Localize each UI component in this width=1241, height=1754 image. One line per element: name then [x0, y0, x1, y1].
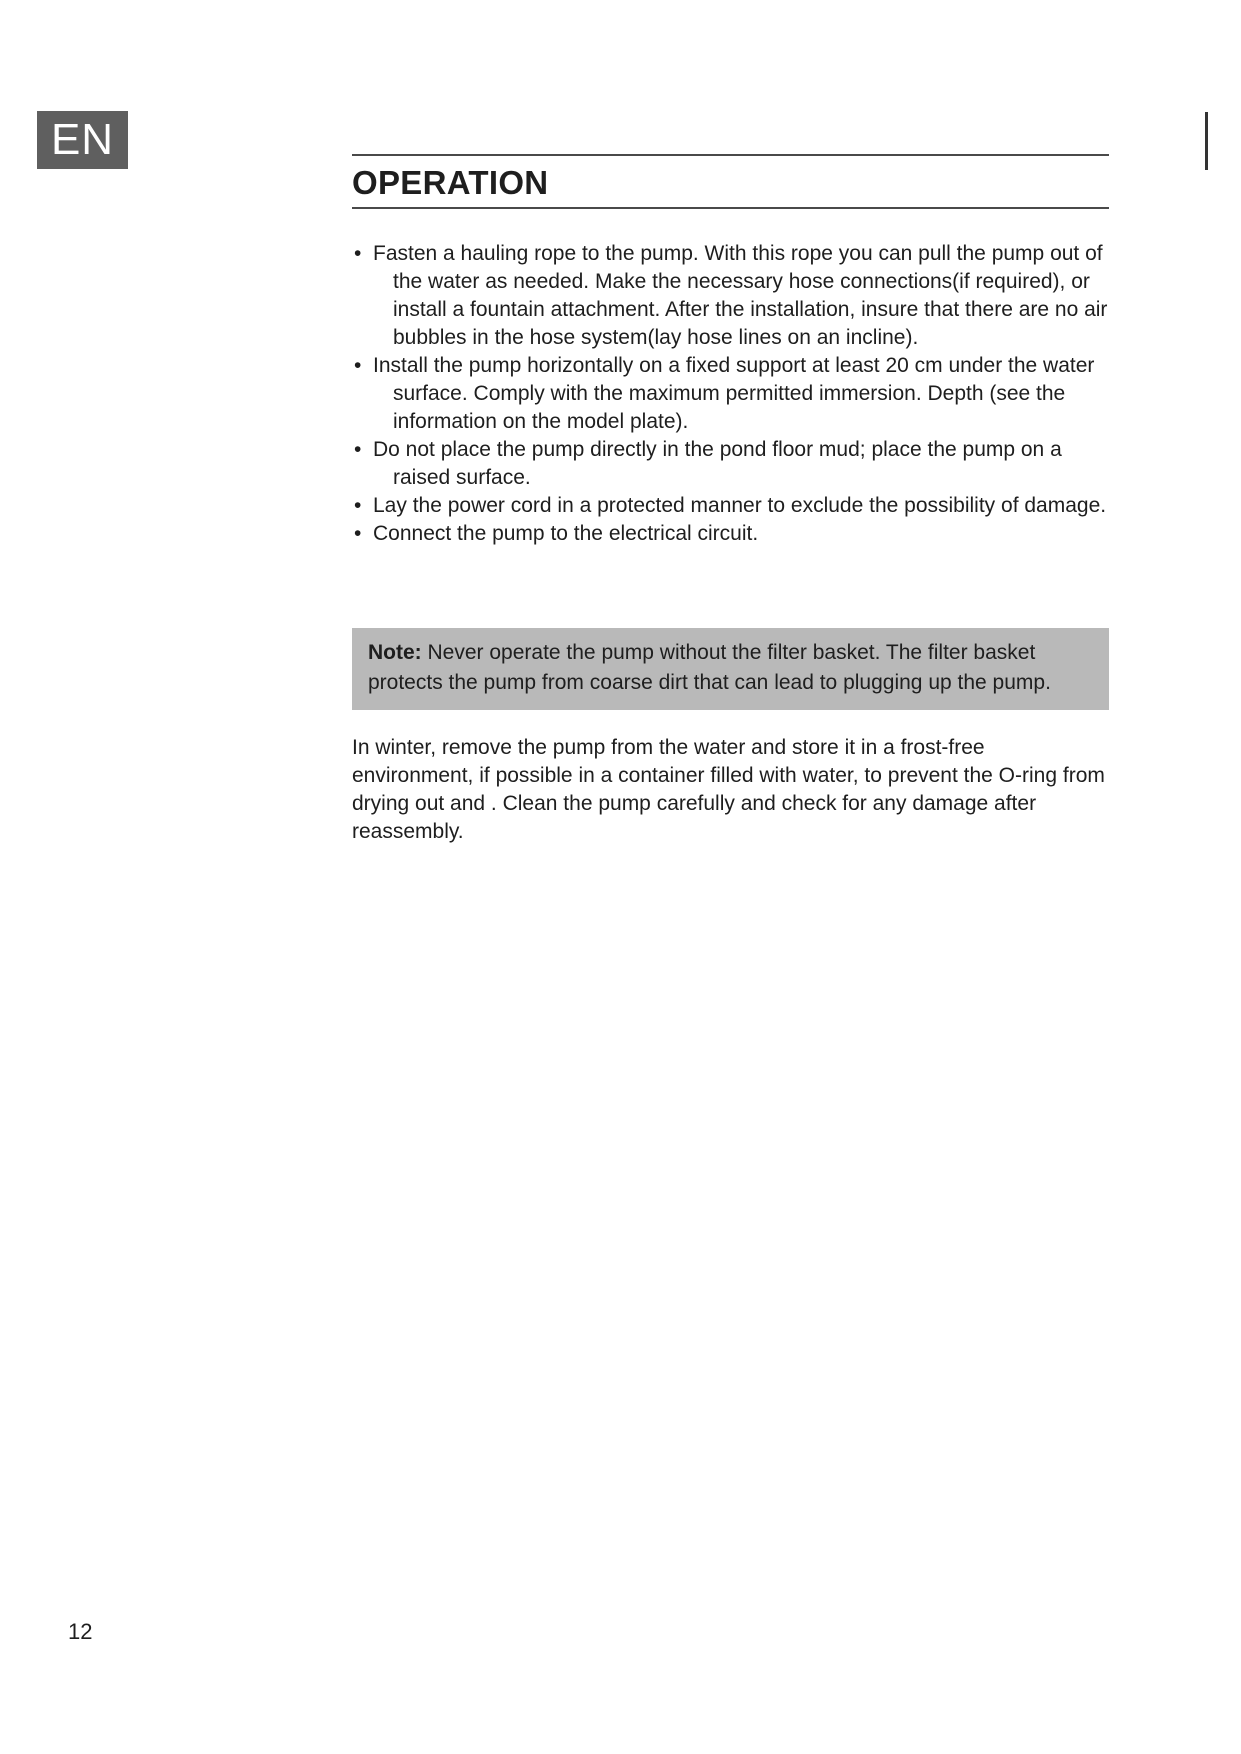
bullet-icon: • — [354, 354, 362, 377]
list-item — [352, 240, 1109, 352]
bullet-icon: • — [354, 242, 362, 265]
page-number: 12 — [68, 1619, 93, 1644]
bullet-icon: • — [354, 438, 362, 461]
section-title: OPERATION — [352, 164, 549, 201]
step-text: Lay the power cord in a protected manner to exclude the possibility of damage. — [373, 494, 1107, 517]
winter-storage-paragraph: In winter, remove the pump from the water and store it in a frost-free environment, if possible in a container filled with water, to prevent the O-ring from drying out and . Clean the pump carefully and check for any damage after reassembly. — [352, 736, 1105, 843]
note-box — [352, 628, 1109, 710]
step-text: Connect the pump to the electrical circuit. — [373, 522, 759, 545]
page-edge-mark — [1205, 112, 1208, 170]
step-text: Do not place the pump directly in the pond floor mud; place the pump on a raised surface. — [373, 438, 1062, 489]
step-text: Install the pump horizontally on a fixed support at least 20 cm under the water surface. Comply with the maximum permitted immersion. Depth (see the information on the model plate). — [373, 354, 1095, 433]
list-item — [352, 520, 1109, 548]
list-item — [352, 492, 1109, 520]
bullet-icon: • — [354, 494, 362, 517]
bullet-icon: • — [354, 522, 362, 545]
note-label: Note: — [368, 641, 422, 664]
step-text: Fasten a hauling rope to the pump. With this rope you can pull the pump out of the water as needed. Make the necessary hose connections(if required), or install a fountain attachment. After the installation, insure that there are no air bubbles in the hose system(lay hose lines on an incline). — [373, 242, 1108, 349]
list-item — [352, 436, 1109, 492]
language-tab: EN — [37, 111, 128, 169]
list-item — [352, 352, 1109, 436]
note-text: Never operate the pump without the filter basket. The filter basket protects the pump from coarse dirt that can lead to plugging up the pump. — [368, 641, 1051, 694]
section-header — [352, 154, 1109, 209]
operation-steps-list — [352, 240, 1109, 548]
page-content — [352, 154, 1109, 843]
